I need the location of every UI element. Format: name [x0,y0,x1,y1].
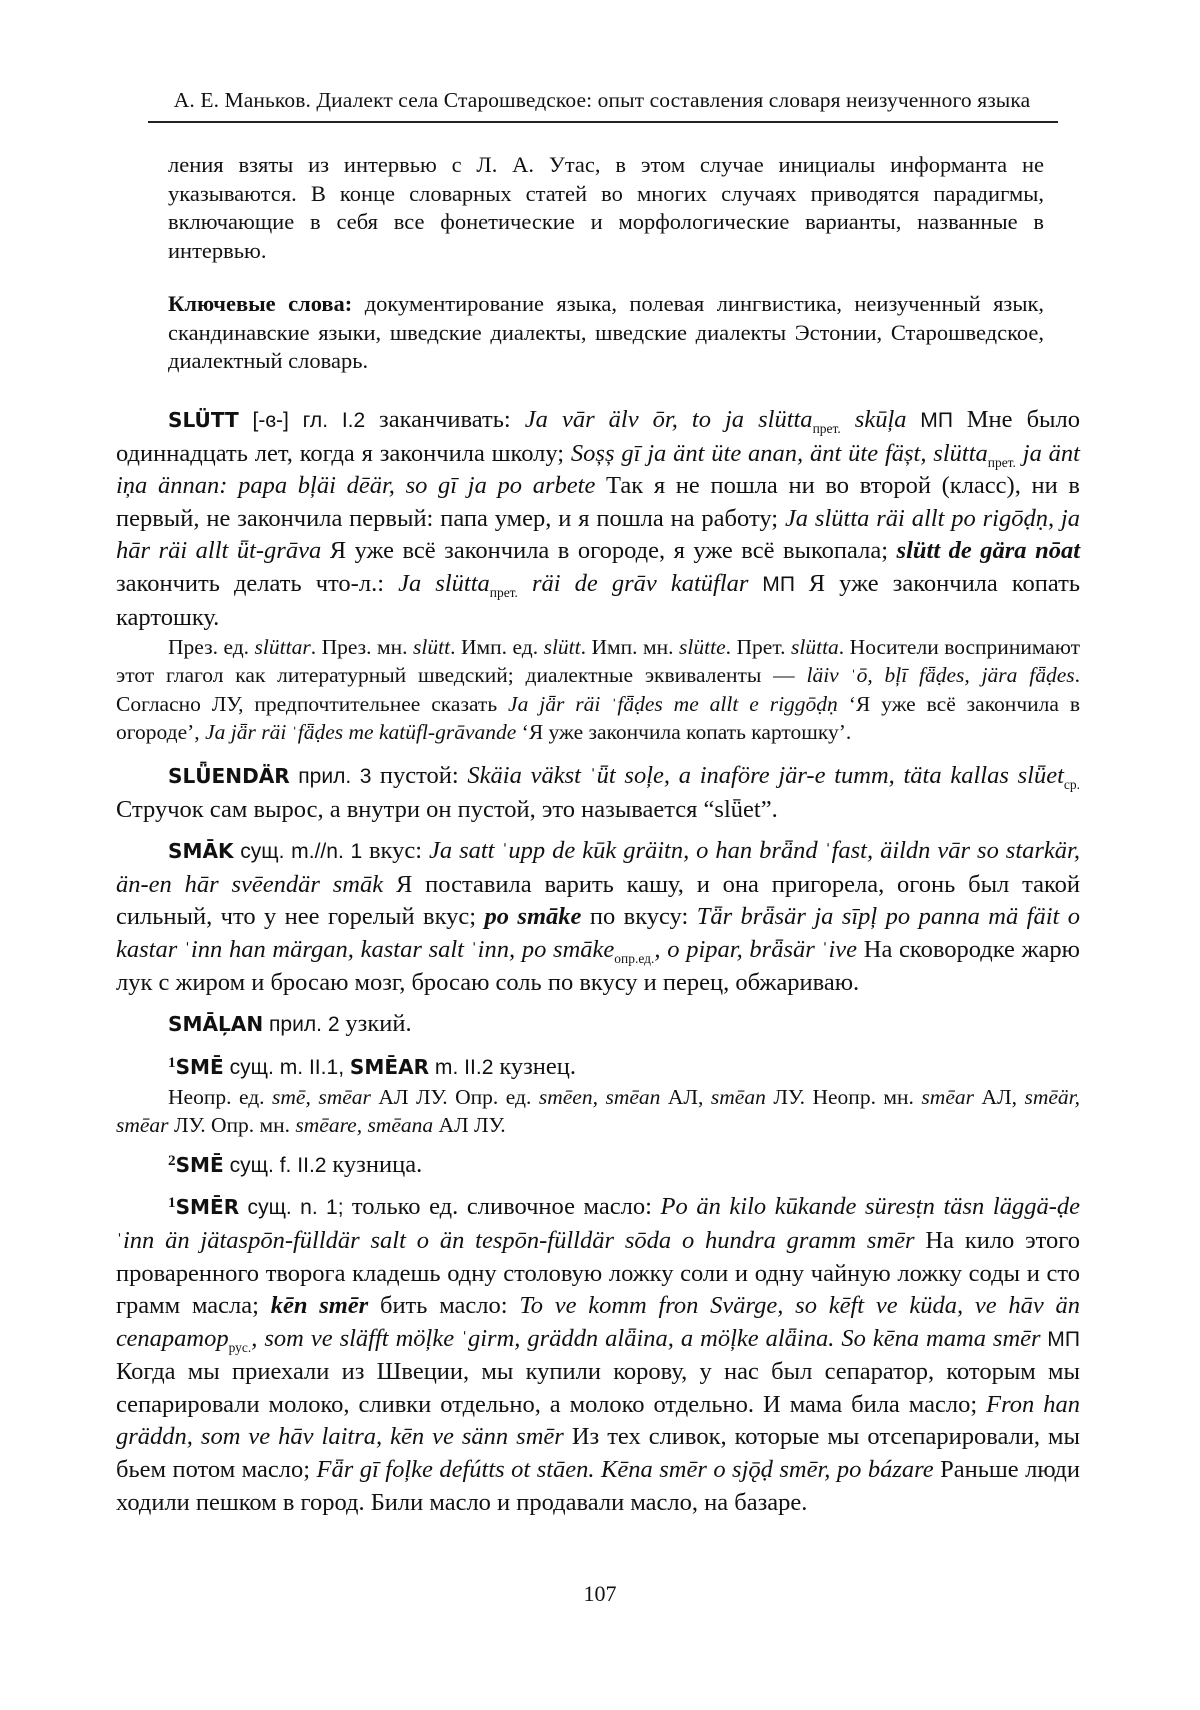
dictionary-entries [116,404,1080,1519]
example-text: inn han märgan, kastar salt [190,935,471,963]
example-text: läiv [806,662,851,687]
gloss-text: АЛ ЛУ. [433,1113,506,1138]
headword: SMĒ [175,1152,224,1177]
gloss-text: Когда мы приехали из Швеции, мы купили корову, у нас был сепаратор, которым мы сепарировали молоко, сливки отдельно, а молоко отдельно. И мама била масло; [116,1358,1080,1418]
gloss-text: АЛ, [973,1085,1025,1110]
homonym-number: 2 [168,1151,176,1169]
example-text: , som ve släfft möļke [251,1324,462,1352]
keywords-text: документирование языка, полевая лингвистика, неизученный язык, скандинавские языки, шведские диалекты, шведские диалекты Эстонии, Старошведское, диалектный словарь. [168,291,1044,374]
example-text: smēan [710,1085,766,1110]
stress-mark: ˈ [850,665,857,686]
grammar-label: m. II.2 [429,1055,500,1079]
example-text: , o pipar, brǟsär [654,935,822,963]
gloss-text: пустой: [379,761,468,789]
grammar-label: сущ. m.//n. 1 [233,840,369,864]
gloss-text: Из тех сливок, которые мы отсепарировали, мы бьем потом масло; [116,1423,1080,1484]
gloss-text: . Имп. мн. [580,635,680,660]
running-header: А. Е. Маньков. Диалект села Старошведское: опыт составления словаря неизученного языка [173,88,1031,112]
stress-mark: ˈ [470,937,478,962]
example-text: slütt [543,635,581,660]
example-text: smēen, smēan [538,1085,661,1110]
example-text: inn än jätaspōn-fülldär salt o än tespōn-fülldär sōda o hundra gramm smēr [122,1226,915,1254]
phrase-text: kēn smēr [270,1292,369,1320]
example-text: smēare, smēana [295,1113,434,1138]
entry-slutt [116,404,1080,634]
example-text: Ja satt [429,837,502,865]
entry-sme-1-paradigm [116,1084,1080,1139]
example-text: Fron han gräddn, som ve hāv laitra, kēn ve sänn smēr [116,1390,1080,1451]
example-text: slütt [413,635,451,660]
headword: SMĒ [175,1054,224,1079]
gloss-text: бить масло: [368,1292,520,1320]
subscript-label: прет. [489,585,518,601]
example-text: Ja slütta [398,569,490,597]
example-text: Skäia väkst [467,761,590,789]
stress-mark: ˈ [501,839,509,864]
grammar-label: МП [906,409,967,432]
gloss-text: закончить делать что-л.: [116,569,399,597]
gloss-text: Я поставила варить кашу, и она пригорела, огонь был такой сильный, что у нее горелый вкус; [116,870,1080,931]
entry-sluendar [116,760,1080,826]
example-text: Ja slütta räi allt po rigōḍṇ, ja hār räi allt ǖt-grāva [116,504,1080,565]
entry-sme-2 [116,1149,1080,1183]
headword: SMĀĻAN [168,1012,264,1037]
gloss-text: узкий. [345,1010,412,1038]
entry-slutt-paradigm [116,634,1080,748]
stress-mark: ˈ [183,937,191,962]
gloss-text: ‘Я уже всё закончила в огороде’, [116,691,1080,745]
gloss-text: Я уже всё закончила в огороде, я уже всё выкопала; [321,537,897,565]
example-text: Ja jǟr räi [205,720,292,745]
headword: SMĒAR [349,1054,430,1079]
example-text: skūļa [840,406,907,433]
example-text: ive [828,935,858,963]
gloss-text: кузница. [332,1150,423,1178]
grammar-label: прил. 3 [289,764,380,788]
keywords-label: Ключевые слова: [168,291,353,316]
abstract-paragraph: ления взяты из интервью с Л. А. Утас, в этом случае инициалы информанта не указываются. В конце словарных статей во многих случаях приводятся парадигмы, включающие в себя все фонетические и морфологические варианты, названные в интервью. [168,152,1044,263]
example-text: girm, gräddn alǟina, a möļke alǟina. So kēna mama smēr [468,1324,1041,1352]
gloss-text: . Прет. [725,635,791,660]
gloss-text: Так я не пошла ни во второй (класс), ни в первый, не закончила первый: папа умер, и я пошла на работу; [116,472,1081,532]
example-text: ja änt iņa ännan: papa bļäi dēär, so gī ja po arbete [116,439,1080,500]
example-text: fast, äildn vār so starkär, än-en hār svēendär smāk [116,837,1080,898]
grammar-label: сущ. n. 1; [239,1196,352,1220]
gloss-text: Раньше люди ходили пешком в город. Били масло и продавали масло, на базаре. [116,1456,1080,1516]
headword: SLÜTT [168,408,239,432]
subscript-label: ср. [1063,777,1080,793]
stress-mark: ˈ [821,937,829,962]
gloss-text: . Согласно ЛУ, предпочтительнее сказать [116,662,1080,716]
example-text: upp de kūk gräitn, o han brǟnd [508,837,825,865]
entry-smak [116,835,1080,999]
example-text: fǟḍes me katüfl-grāvande [297,720,517,745]
gloss-text: по вкусу: [581,903,697,931]
gloss-text: . Имп. ед. [450,635,544,660]
gloss-text: Стручок сам вырос, а внутри он пустой, это называется “slǖet”. [116,795,778,823]
gloss-text: На сковородке жарю лук с жиром и бросаю мозг, бросаю соль по вкусу и перец, обжариваю. [116,935,1080,996]
homonym-number: 1 [168,1194,176,1212]
example-text: ō, bļī fǟḍes, jära fǟḍes [856,662,1075,687]
example-text: smēär, smēar [116,1085,1081,1138]
entry-smalan [116,1008,1080,1042]
gloss-text: ЛУ. Неопр. мн. [765,1085,922,1110]
header-rule [148,121,1058,123]
phrase-text: po smāke [484,903,582,931]
example-text: slüttar [254,635,311,660]
stress-mark: ˈ [824,839,832,864]
subscript-label: рус. [228,1339,252,1355]
subscript-label: прет. [812,421,841,437]
example-text: räi de grāv katüflar [517,569,749,597]
grammar-label: сущ. m. II.1, [223,1055,350,1079]
gloss-text: ‘Я уже закончила копать картошку’. [516,720,852,745]
example-text: slütte [679,635,726,660]
gloss-text: Я уже закончила копать картошку. [116,569,1080,631]
stress-mark: ˈ [291,723,298,744]
entry-smer [116,1191,1080,1519]
example-text: ǖt soļe, a inaföre jär-e tumm, täta kallas slǖet [596,761,1064,789]
gloss-text: През. ед. [168,635,255,660]
entry-sme-1 [116,1051,1080,1085]
gloss-text: . Носители воспринимают этот глагол как литературный шведский; диалектные эквиваленты — [116,635,1081,687]
grammar-label: сущ. f. II.2 [223,1153,333,1177]
example-text: smē, smēar [272,1085,371,1110]
gloss-text: На кило этого проваренного творога кладешь одну столовую ложку соли и одну чайную ложку соды и сто грамм масла; [116,1226,1080,1320]
example-text: Soșș gī ja änt üte anan, änt üte fäșt, slütta [570,439,988,467]
stress-mark: ˈ [461,1326,468,1351]
gloss-text: ЛУ. Опр. мн. [168,1113,296,1138]
gloss-text: . През. мн. [310,635,414,660]
grammar-label: [-ɞ-] гл. I.2 [238,409,380,432]
gloss-text: только ед. сливочное масло: [351,1193,661,1221]
example-text: Ja vār älv ōr, to ja slütta [524,406,813,433]
gloss-text: кузнец. [499,1052,577,1080]
example-text: inn, po smāke [477,935,615,963]
subscript-label: прет. [987,454,1016,470]
gloss-text: Неопр. ед. [168,1085,273,1110]
example-text: slütta [791,635,839,660]
gloss-text: АЛ ЛУ. Опр. ед. [370,1085,539,1110]
grammar-label: прил. 2 [263,1013,346,1037]
example-text: Fǟr gī foļke defútts ot stāen. Kēna smēr o sjǭḍ smēr, po bázare [316,1456,934,1484]
keywords-paragraph [168,290,1044,376]
stress-mark: ˈ [611,694,618,715]
subscript-label: опр.ед. [614,951,655,966]
homonym-number: 1 [168,1053,176,1071]
grammar-label: МП [748,572,809,596]
grammar-label: МП [1040,1327,1080,1351]
phrase-text: slütt de gära nōat [896,537,1081,565]
headword: SLǕENDÄR [168,763,290,788]
gloss-text: Мне было одиннадцать лет, когда я закончила школу; [116,406,1080,467]
example-text: Po än kilo kūkande süresṭn täsn läggä-ḍe [660,1193,1080,1221]
stress-mark: ˈ [116,1228,123,1253]
gloss-text: АЛ, [660,1085,711,1110]
headword: SMĀK [168,839,234,864]
example-text: smēar [921,1085,974,1110]
example-text: Ja jǟr räi [508,691,612,716]
example-text: fǟḍes me allt e riggōḍṇ [617,691,838,716]
stress-mark: ˈ [589,763,597,788]
headword: SMĒR [175,1195,240,1220]
gloss-text: заканчивать: [379,406,525,433]
example-text: Tǟr brǟsär ja sīpļ po panna mä fäit o kastar [116,903,1080,963]
page-number: 107 [583,1581,617,1606]
gloss-text: вкус: [368,837,429,865]
example-text: To ve komm fron Svärge, so kēft ve küda, ve hāv än сепаратор [116,1292,1081,1352]
